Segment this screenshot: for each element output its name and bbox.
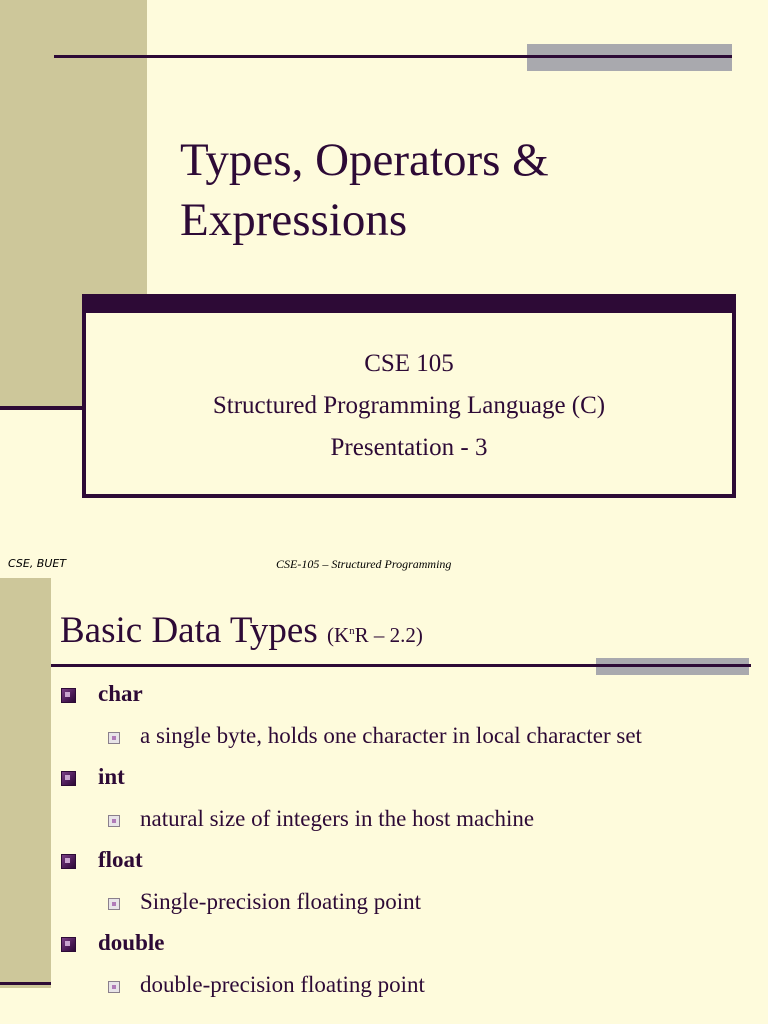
type-name: char <box>98 681 143 706</box>
list-item <box>0 844 768 886</box>
list-subitem <box>0 720 768 761</box>
type-name: double <box>98 930 165 955</box>
footer-course: CSE-105 – Structured Programming <box>276 557 452 571</box>
page-footer <box>0 557 768 575</box>
square-sub-bullet-icon <box>108 815 120 827</box>
gray-accent-bar <box>596 658 749 675</box>
type-description: double-precision floating point <box>140 972 425 997</box>
list-item <box>0 927 768 969</box>
content-slide <box>0 578 768 1024</box>
data-type-list <box>0 678 768 1010</box>
course-name: Structured Programming Language (C) <box>212 392 606 419</box>
list-item <box>0 678 768 720</box>
subtitle-box <box>82 294 736 498</box>
list-subitem <box>0 803 768 844</box>
slide-title-line-1: Types, Operators & <box>180 134 549 186</box>
type-name: float <box>98 847 143 872</box>
content-title-text: Basic Data Types <box>60 610 318 651</box>
slide-title <box>180 130 740 250</box>
list-subitem <box>0 969 768 1010</box>
reference-sup: n <box>349 625 355 637</box>
list-subitem <box>0 886 768 927</box>
course-code: CSE 105 <box>364 350 454 377</box>
square-bullet-icon <box>61 771 76 786</box>
type-description: a single byte, holds one character in local character set <box>140 723 642 748</box>
type-description: natural size of integers in the host machine <box>140 806 535 831</box>
footer-institution: CSE, BUET <box>8 557 67 570</box>
type-name: int <box>98 764 125 789</box>
reference-prefix: (K <box>326 623 350 647</box>
reference-suffix: R – 2.2) <box>354 623 423 647</box>
square-sub-bullet-icon <box>108 732 120 744</box>
square-bullet-icon <box>61 688 76 703</box>
square-bullet-icon <box>61 854 76 869</box>
list-item <box>0 761 768 803</box>
left-accent-line <box>0 406 86 410</box>
gray-accent-bar <box>527 44 732 71</box>
content-title <box>60 608 423 658</box>
square-bullet-icon <box>61 937 76 952</box>
reference <box>327 623 423 647</box>
square-sub-bullet-icon <box>108 981 120 993</box>
type-description: Single-precision floating point <box>140 889 422 914</box>
slide-title-line-2: Expressions <box>180 194 408 246</box>
presentation-number: Presentation - 3 <box>330 434 488 461</box>
square-sub-bullet-icon <box>108 898 120 910</box>
